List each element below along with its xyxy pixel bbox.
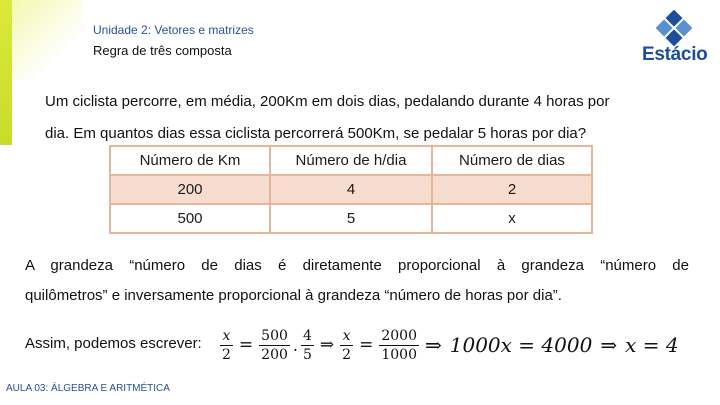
table-cell: x <box>432 204 592 233</box>
explanation-line-2: quilômetros” e inversamente proporcional à grandeza “número de horas por dia”. <box>25 287 562 304</box>
implies-arrow: ⇒ <box>600 333 618 357</box>
table-cell: 4 <box>270 175 432 204</box>
problem-line-2: dia. Em quantos dias essa ciclista percorrerá 500Km, se pedalar 5 horas por dia? <box>45 125 587 142</box>
table-cell: 200 <box>110 175 270 204</box>
topic-title: Regra de três composta <box>93 43 232 58</box>
data-table <box>109 145 593 234</box>
equation-step: 1000x = 4000 <box>449 333 593 357</box>
table-row <box>110 204 592 233</box>
accent-strip <box>0 0 12 145</box>
fraction-x-over-2: $\frac{x}{2}$ <box>342 327 352 363</box>
unit-title: Unidade 2: Vetores e matrizes <box>93 23 254 37</box>
table-cell: 2 <box>432 175 592 204</box>
table-cell: 5 <box>270 204 432 233</box>
equals-sign: = <box>359 335 374 355</box>
fraction-500-over-200: $\frac{500}{200}$ <box>261 327 288 363</box>
header-hours: Número de h/dia <box>270 146 432 175</box>
formula-lead: Assim, podemos escrever: <box>25 335 202 352</box>
fraction-x-over-2: $\frac{x}{2}$ <box>222 327 231 363</box>
problem-statement <box>45 86 685 150</box>
explanation-line-1: A grandeza “número de dias é diretamente proporcional à grandeza “número de <box>25 257 689 274</box>
fraction-4-over-5: $\frac{4}{5}$ <box>303 327 312 363</box>
header-days: Número de dias <box>432 146 592 175</box>
implies-arrow: ⇒ <box>319 335 335 355</box>
table-header-row <box>110 146 592 175</box>
implies-arrow: ⇒ <box>424 333 442 357</box>
logo-wordmark: Estácio <box>642 44 708 65</box>
multiply-dot: . <box>292 335 298 355</box>
formula <box>218 322 683 368</box>
header-km: Número de Km <box>110 146 270 175</box>
footer-course: AULA 03: ÁLGEBRA E ARITMÉTICA <box>6 383 170 394</box>
table-cell: 500 <box>110 204 270 233</box>
equation-result: x = 4 <box>625 333 679 357</box>
problem-line-1: Um ciclista percorre, em média, 200Km em dois dias, pedalando durante 4 horas por <box>45 93 610 110</box>
table-row <box>110 175 592 204</box>
equals-sign: = <box>238 335 254 355</box>
fraction-2000-over-1000: $\frac{2000}{1000}$ <box>381 327 417 363</box>
accent-wedge <box>12 0 82 80</box>
explanation-text <box>25 251 689 311</box>
